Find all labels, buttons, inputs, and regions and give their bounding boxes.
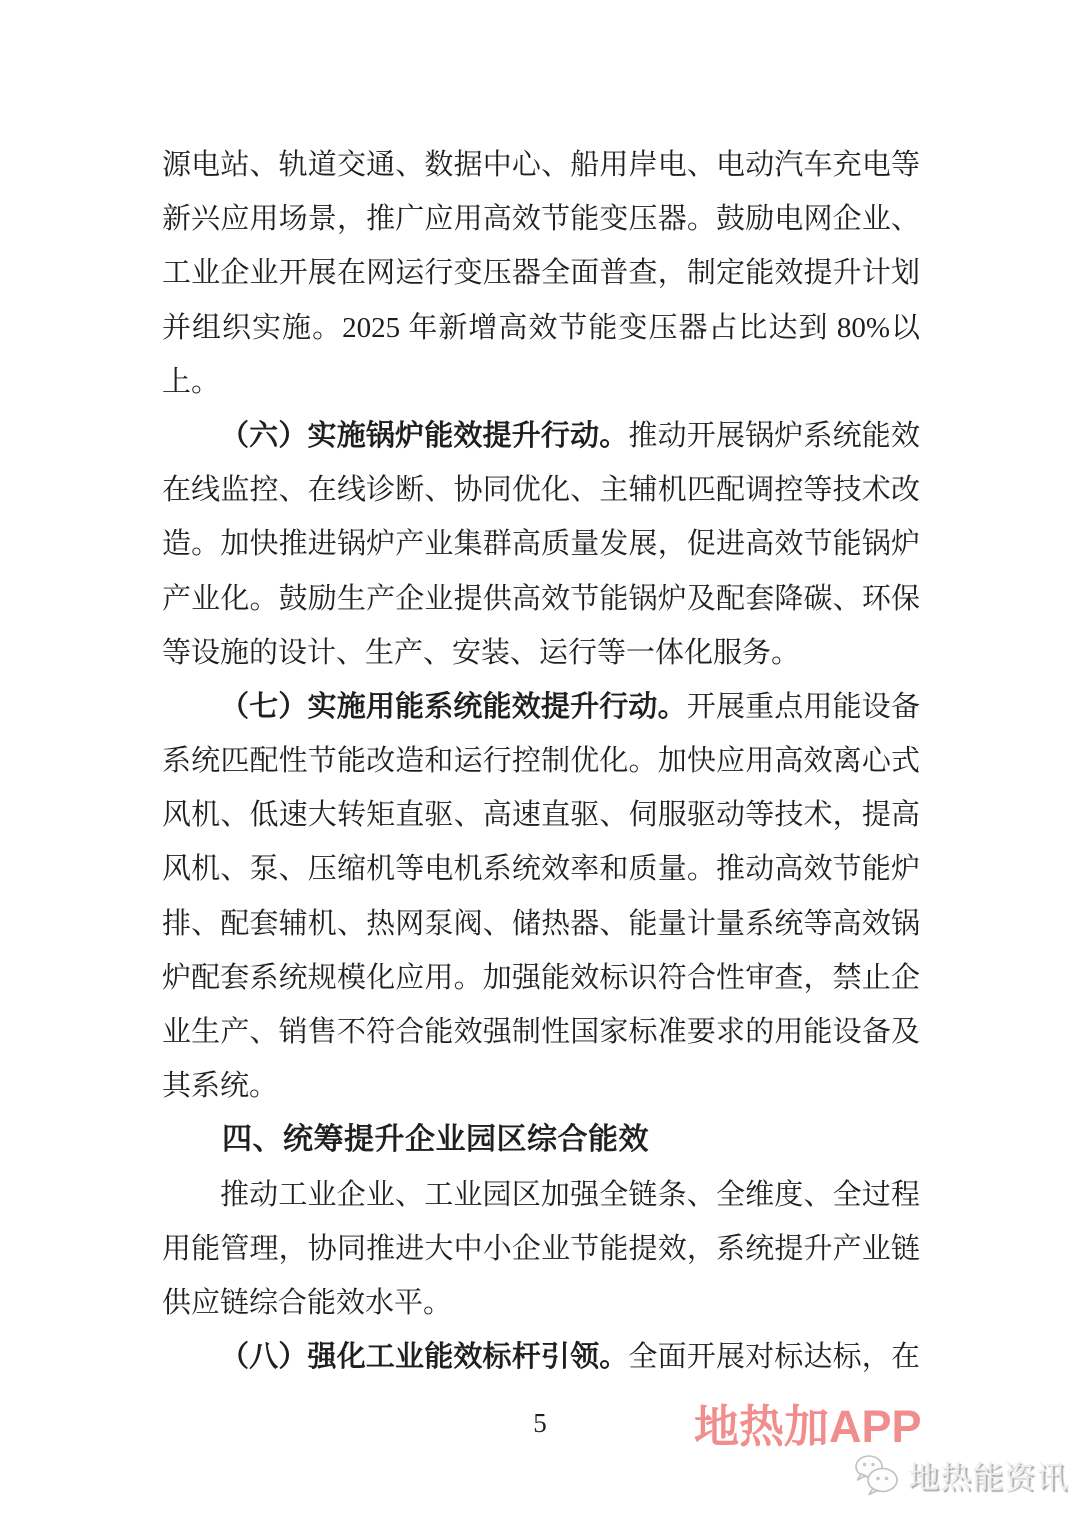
text-line: 排、配套辅机、热网泵阀、储热器、能量计量系统等高效锅 — [162, 907, 920, 940]
bold-lead: （六）实施锅炉能效提升行动。 — [220, 419, 629, 452]
text-line: 在线监控、在线诊断、协同优化、主辅机匹配调控等技术改 — [162, 474, 920, 507]
text-line: 用能管理，协同推进大中小企业节能提效，系统提升产业链 — [162, 1232, 920, 1265]
text-line: 工业企业开展在网运行变压器全面普查，制定能效提升计划 — [162, 257, 920, 290]
paragraph — [162, 409, 920, 680]
text-line: 供应链综合能效水平。 — [162, 1286, 453, 1319]
text-line: 业生产、销售不符合能效强制性国家标准要求的用能设备及 — [162, 1016, 920, 1048]
text-line: 炉配套系统规模化应用。加强能效标识符合性审查，禁止企 — [162, 961, 920, 994]
section-heading — [162, 1113, 920, 1167]
text-line: 风机、低速大转矩直驱、高速直驱、伺服驱动等技术，提高 — [162, 799, 920, 832]
text-line: 推动工业企业、工业园区加强全链条、全维度、全过程 — [220, 1178, 920, 1211]
document-body — [162, 138, 920, 1384]
text-line: 造。加快推进锅炉产业集群高质量发展，促进高效节能锅炉 — [162, 528, 920, 561]
text-line: 四、统筹提升企业园区综合能效 — [222, 1123, 649, 1157]
paragraph — [162, 138, 920, 409]
watermark-gray — [854, 1452, 1068, 1497]
text-line: （八）强化工业能效标杆引领。全面开展对标达标，在 — [220, 1341, 920, 1374]
text-line: （六）实施锅炉能效提升行动。推动开展锅炉系统能效 — [220, 419, 920, 452]
bold-lead: （七）实施用能系统能效提升行动。 — [220, 690, 687, 723]
text-line: 新兴应用场景，推广应用高效节能变压器。鼓励电网企业、 — [162, 203, 920, 236]
text-line: 系统匹配性节能改造和运行控制优化。加快应用高效离心式 — [162, 745, 920, 778]
paragraph — [162, 1330, 920, 1384]
text-line: 并组织实施。2025 年新增高效节能变压器占比达到 80%以 — [162, 311, 920, 344]
text-line: 风机、泵、压缩机等电机系统效率和质量。推动高效节能炉 — [162, 853, 920, 886]
text-line: 上。 — [162, 365, 221, 398]
page-number: 5 — [533, 1408, 547, 1438]
bold-lead: （八）强化工业能效标杆引领。 — [220, 1341, 629, 1374]
text-line: 等设施的设计、生产、安装、运行等一体化服务。 — [162, 636, 801, 669]
text-line: 产业化。鼓励生产企业提供高效节能锅炉及配套降碳、环保 — [162, 582, 920, 615]
watermark-red: 地热加APP — [694, 1401, 922, 1452]
wechat-icon — [854, 1453, 900, 1497]
watermark-gray-label: 地热能资讯 — [908, 1460, 1068, 1495]
text-line: 其系统。 — [162, 1070, 279, 1103]
paragraph — [162, 680, 920, 1114]
text-line: 源电站、轨道交通、数据中心、船用岸电、电动汽车充电等 — [162, 149, 920, 181]
text-line: （七）实施用能系统能效提升行动。开展重点用能设备 — [220, 690, 920, 723]
paragraph — [162, 1168, 920, 1331]
